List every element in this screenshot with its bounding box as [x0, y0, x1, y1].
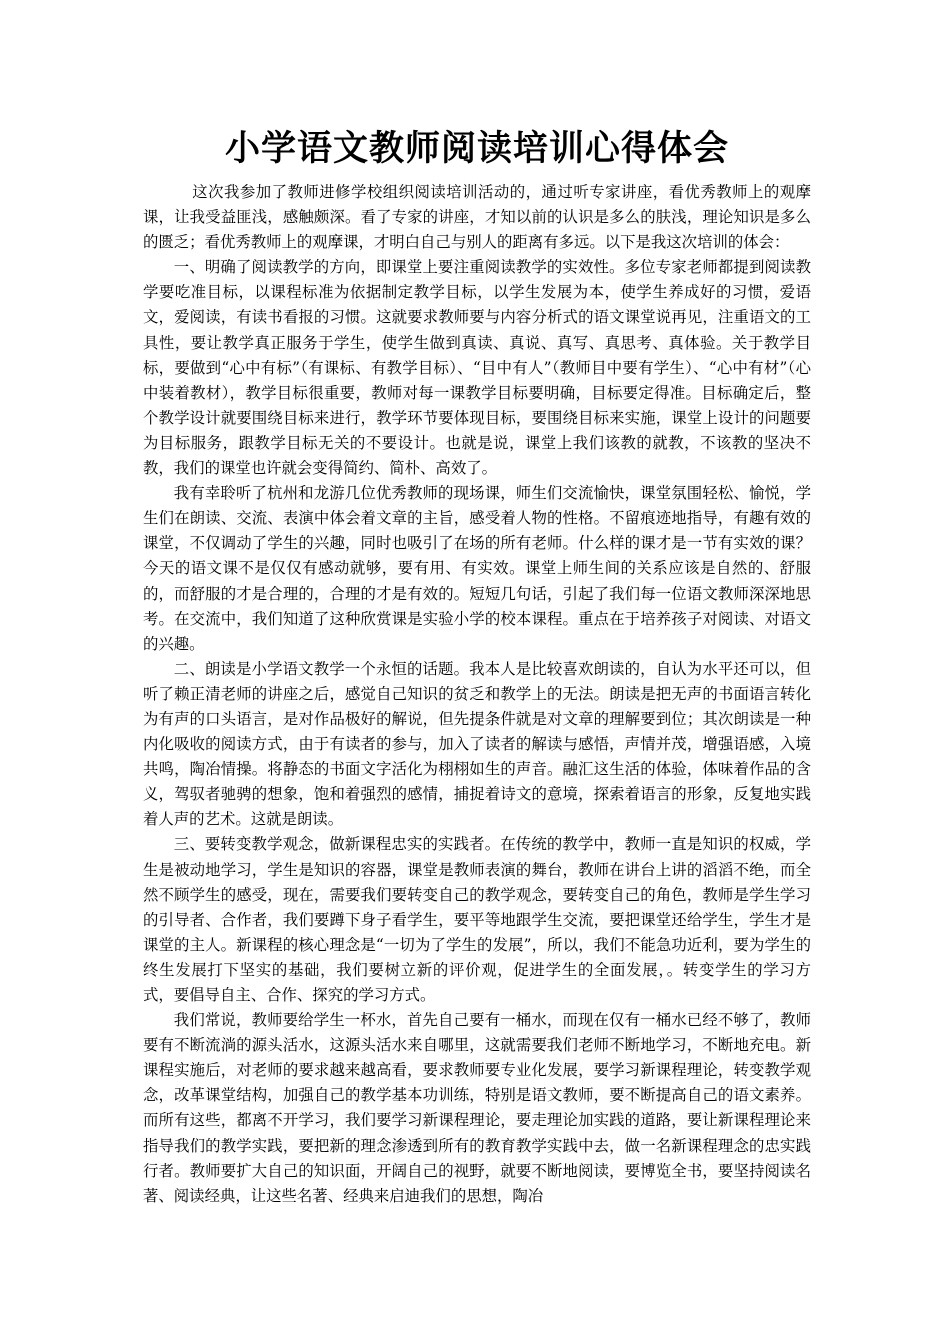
paragraph-reading-goals: 一、明确了阅读教学的方向，即课堂上要注重阅读教学的实效性。多位专家老师都提到阅读教学要吃准目标，以课程标准为依据制定教学目标，以学生发展为本，使学生养成好的习惯，爱语文，爱阅读，有读书看报的习惯。这就要求教师要与内容分析式的语文课堂说再见，注重语文的工具性，要让教学真正服务于学生，使学生做到真读、真说、真写、真思考、真体验。关于教学目标，要做到“心中有标”（有课标、有教学目标）、“目中有人”（教师目中要有学生）、“心中有材”（心中装着教材），教学目标很重要，教师对每一课教学目标要明确，目标要定得准。目标确定后，整个教学设计就要围绕目标来进行，教学环节要体现目标，要围绕目标来实施，课堂上设计的问题要为目标服务，跟教学目标无关的不要设计。也就是说，课堂上我们该教的就教，不该教的坚决不教，我们的课堂也许就会变得简约、简朴、高效了。	[143, 258, 811, 478]
paragraph-reading-aloud: 二、朗读是小学语文教学一个永恒的话题。我本人是比较喜欢朗读的，自认为水平还可以，但听了赖正清老师的讲座之后，感觉自己知识的贫乏和教学上的无法。朗读是把无声的书面语言转化为有声的口头语言，是对作品极好的解说，但先提条件就是对文章的理解要到位；其次朗读是一种内化吸收的阅读方式，由于有读者的参与，加入了读者的解读与感悟，声情并茂，增强语感，入境共鸣，陶冶情操。将静态的书面文字活化为栩栩如生的声音。融汇这生活的体验，体味着作品的含义，驾驭者驰骋的想象，饱和着强烈的感情，捕捉着诗文的意境，探索着语言的形象，反复地实践着人声的艺术。这就是朗读。	[143, 659, 811, 829]
document-body	[143, 122, 811, 1209]
page-title: 小学语文教师阅读培训心得体会	[224, 128, 729, 169]
paragraph-intro: 这次我参加了教师进修学校组织阅读培训活动的，通过听专家讲座，看优秀教师上的观摩课，让我受益匪浅，感触颇深。看了专家的讲座，才知以前的认识是多么的肤浅，理论知识是多么的匮乏；看优秀教师上的观摩课，才明白自己与别人的距离有多远。以下是我这次培训的体会：	[143, 183, 811, 252]
paragraph-teaching-concepts: 三、要转变教学观念，做新课程忠实的实践者。在传统的教学中，教师一直是知识的权威，学生是被动地学习，学生是知识的容器，课堂是教师表演的舞台，教师在讲台上讲的滔滔不绝，而全然不顾学生的感受，现在，需要我们要转变自己的教学观念，要转变自己的角色，教师是学生学习的引导者、合作者，我们要蹲下身子看学生，要平等地跟学生交流，要把课堂还给学生，学生才是课堂的主人。新课程的核心理念是“一切为了学生的发展”，所以，我们不能急功近利，要为学生的终生发展打下坚实的基础，我们要树立新的评价观，促进学生的全面发展，。转变学生的学习方式，要倡导自主、合作、探究的学习方式。	[143, 835, 811, 1004]
paragraph-model-lessons: 我有幸聆听了杭州和龙游几位优秀教师的现场课，师生们交流愉快，课堂氛围轻松、愉悦，学生们在朗读、交流、表演中体会着文章的主旨，感受着人物的性格。不留痕迹地指导，有趣有效的课堂，不仅调动了学生的兴趣，同时也吸引了在场的所有老师。什么样的课才是一节有实效的课？今天的语文课不是仅仅有感动就够，要有用、有实效。课堂上师生间的关系应该是自然的、舒服的，而舒服的才是合理的，合理的才是有效的。短短几句话，引起了我们每一位语文教师深深地思考。在交流中，我们知道了这种欣赏课是实验小学的校本课程。重点在于培养孩子对阅读、对语文的兴趣。	[143, 484, 811, 653]
paragraph-continuous-learning: 我们常说，教师要给学生一杯水，首先自己要有一桶水，而现在仅有一桶水已经不够了，教师要有不断流淌的源头活水，这源头活水来自哪里，这就需要我们老师不断地学习，不断地充电。新课程实施后，对老师的要求越来越高看，要求教师要专业化发展，要学习新课程理论，转变教学观念，改革课堂结构，加强自己的教学基本功训练，特别是语文教师，要不断提高自己的语文素养。而所有这些，都离不开学习，我们要学习新课程理论，要走理论加实践的道路，要让新课程理论来指导我们的教学实践，要把新的理念渗透到所有的教育教学实践中去，做一名新课程理念的忠实践行者。教师要扩大自己的知识面，开阔自己的视野，就要不断地阅读，要博览全书，要坚持阅读名著、阅读经典，让这些名著、经典来启迪我们的思想，陶冶	[143, 1011, 811, 1205]
